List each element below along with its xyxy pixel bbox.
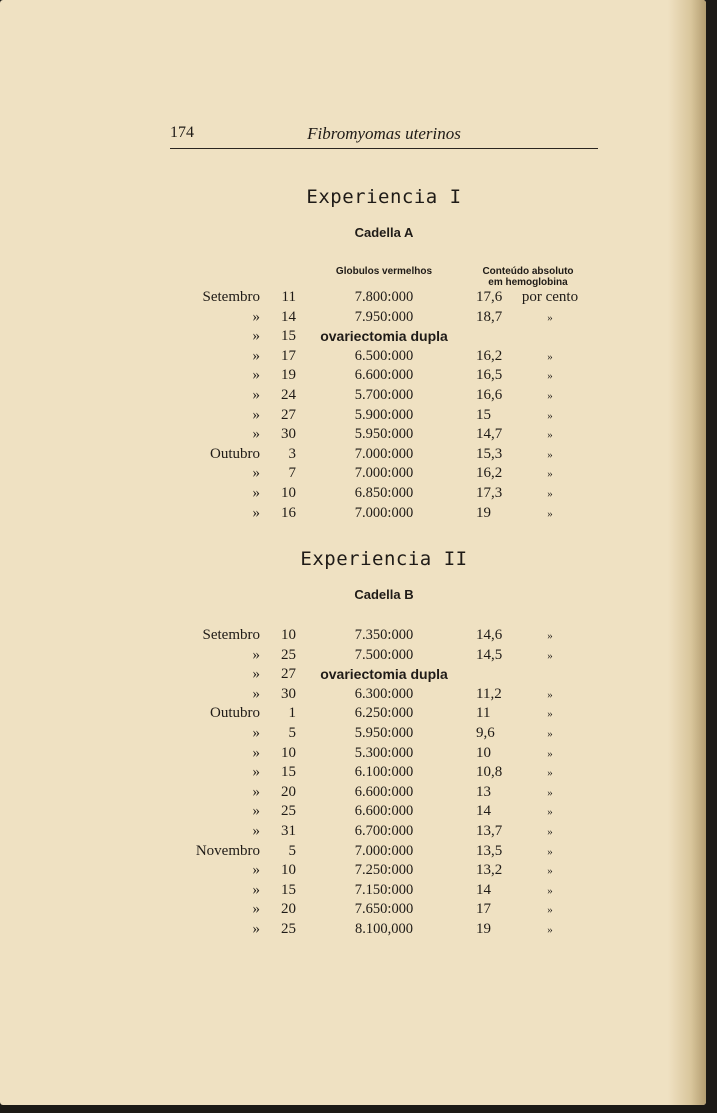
row-day: 25 <box>281 921 296 937</box>
row-month: Setembro <box>202 627 260 643</box>
row-hemoglobina: 11 <box>476 705 491 722</box>
row-hemoglobina: 13,7 <box>476 823 503 839</box>
row-month: Novembro <box>195 842 260 859</box>
row-unit: por cento <box>521 289 579 305</box>
row-unit: » <box>547 708 553 721</box>
row-month: » <box>252 921 260 937</box>
row-day: 11 <box>281 289 296 305</box>
row-unit: » <box>547 845 553 858</box>
row-day: 24 <box>281 387 296 403</box>
row-unit: » <box>547 409 553 422</box>
row-hemoglobina: 14 <box>476 803 491 820</box>
row-hemoglobina: 14 <box>476 881 491 898</box>
table-row <box>0 843 706 862</box>
row-hemoglobina: 10,8 <box>476 764 503 781</box>
row-day: 20 <box>281 901 296 918</box>
row-hemoglobina: 15,3 <box>476 445 503 462</box>
column-header-hemoglobina-line1: Conteúdo absoluto <box>482 266 574 277</box>
row-month: » <box>252 685 260 702</box>
row-month: » <box>252 646 260 663</box>
row-hemoglobina: 16,2 <box>476 465 503 482</box>
row-unit: » <box>547 767 553 780</box>
row-unit: » <box>547 311 553 324</box>
row-unit: » <box>547 747 553 760</box>
page-number: 174 <box>170 124 194 141</box>
row-month: » <box>252 465 260 482</box>
row-month: » <box>252 367 260 384</box>
table-row <box>0 921 706 940</box>
row-unit: » <box>547 786 553 799</box>
row-unit: » <box>547 390 553 402</box>
row-globulos: 7.150:000 <box>354 881 414 898</box>
experiment-2-title: Experiencia II <box>300 548 468 570</box>
row-day: 15 <box>281 881 296 898</box>
row-day: 30 <box>281 685 296 702</box>
row-day: 5 <box>288 725 296 741</box>
row-globulos: 6.700:000 <box>354 823 414 839</box>
row-hemoglobina: 10 <box>476 744 491 761</box>
table-row <box>0 387 706 406</box>
row-globulos: 7.000:000 <box>354 465 414 482</box>
row-unit: » <box>547 806 553 819</box>
row-globulos: 7.250:000 <box>354 862 414 879</box>
row-unit: » <box>547 468 553 481</box>
table-row <box>0 309 706 328</box>
row-month: Outubro <box>210 445 260 462</box>
row-unit: » <box>547 826 553 838</box>
row-unit: » <box>547 649 553 662</box>
table-row <box>0 485 706 504</box>
table-row <box>0 505 706 524</box>
row-month: » <box>252 901 260 918</box>
experiment-2-subtitle: Cadella B <box>354 587 414 602</box>
row-globulos: 5.950:000 <box>354 426 414 443</box>
row-globulos: 7.500:000 <box>354 646 414 663</box>
table-row <box>0 627 706 646</box>
column-header-globulos: Globulos vermelhos <box>335 266 433 277</box>
row-day: 10 <box>281 485 296 501</box>
row-globulos: 6.600:000 <box>354 783 414 800</box>
row-month: » <box>252 783 260 800</box>
row-day: 16 <box>281 504 296 521</box>
table-row <box>0 367 706 386</box>
row-day: 20 <box>281 783 296 800</box>
row-day: 15 <box>281 328 296 345</box>
row-month: » <box>252 823 260 839</box>
row-day: 25 <box>281 646 296 663</box>
row-globulos: 7.000:000 <box>354 842 414 859</box>
row-hemoglobina: 13 <box>476 783 491 800</box>
table-row <box>0 446 706 465</box>
row-hemoglobina: 14,5 <box>476 646 503 663</box>
row-unit: » <box>547 448 553 461</box>
row-globulos: 5.700:000 <box>354 387 414 403</box>
row-day: 27 <box>281 406 296 423</box>
row-globulos: 7.800:000 <box>354 289 414 305</box>
row-month: » <box>252 862 260 879</box>
table-row <box>0 348 706 367</box>
row-month: » <box>252 328 260 345</box>
row-month: » <box>252 504 260 521</box>
row-day: 17 <box>281 347 296 364</box>
row-hemoglobina: 14,7 <box>476 426 503 443</box>
row-globulos: 7.650:000 <box>354 901 414 918</box>
experiment-1-subtitle: Cadella A <box>354 225 414 240</box>
row-month: » <box>252 764 260 781</box>
table-row <box>0 745 706 764</box>
row-day: 27 <box>281 666 296 683</box>
row-hemoglobina: 17,3 <box>476 485 503 501</box>
row-unit: » <box>547 904 553 917</box>
row-day: 19 <box>281 367 296 384</box>
table-row <box>0 328 706 347</box>
row-month: » <box>252 387 260 403</box>
row-day: 5 <box>288 842 296 859</box>
row-hemoglobina: 13,2 <box>476 862 503 879</box>
row-globulos: 5.300:000 <box>354 744 414 761</box>
table-row <box>0 705 706 724</box>
row-month: » <box>252 744 260 761</box>
row-unit: » <box>547 688 553 701</box>
row-hemoglobina: 17 <box>476 901 491 918</box>
row-month: Setembro <box>202 289 260 305</box>
row-event: ovariectomia dupla <box>320 666 448 683</box>
table-row <box>0 407 706 426</box>
row-month: » <box>252 347 260 364</box>
row-month: » <box>252 406 260 423</box>
row-globulos: 7.350:000 <box>354 627 414 643</box>
row-day: 15 <box>281 764 296 781</box>
column-header-hemoglobina-line2: em hemoglobina <box>488 277 568 288</box>
page-header <box>170 124 598 149</box>
running-title: Fibromyomas uterinos <box>307 124 461 143</box>
row-globulos: 6.250:000 <box>354 705 414 722</box>
row-hemoglobina: 11,2 <box>476 685 502 702</box>
experiment-1-title: Experiencia I <box>306 186 462 208</box>
row-day: 30 <box>281 426 296 443</box>
row-day: 31 <box>281 823 296 839</box>
row-hemoglobina: 14,6 <box>476 627 503 643</box>
table-row <box>0 289 706 308</box>
row-globulos: 6.600:000 <box>354 803 414 820</box>
table-row <box>0 465 706 484</box>
row-unit: » <box>547 488 553 500</box>
row-hemoglobina: 16,6 <box>476 387 503 403</box>
row-globulos: 5.950:000 <box>354 725 414 741</box>
row-globulos: 5.900:000 <box>354 406 414 423</box>
row-unit: » <box>547 429 553 442</box>
row-day: 25 <box>281 803 296 820</box>
table-row <box>0 686 706 705</box>
row-month: » <box>252 666 260 683</box>
row-day: 14 <box>281 308 296 325</box>
row-globulos: 6.850:000 <box>354 485 414 501</box>
row-hemoglobina: 16,5 <box>476 367 503 384</box>
table-row <box>0 823 706 842</box>
row-hemoglobina: 19 <box>476 504 491 521</box>
row-unit: » <box>547 507 553 520</box>
row-event: ovariectomia dupla <box>320 328 448 345</box>
table-row <box>0 901 706 920</box>
row-day: 10 <box>281 862 296 879</box>
row-unit: » <box>547 728 553 740</box>
row-unit: » <box>547 865 553 878</box>
table-row <box>0 426 706 445</box>
table-row <box>0 803 706 822</box>
row-month: » <box>252 426 260 443</box>
row-unit: » <box>547 630 553 642</box>
row-globulos: 8.100,000 <box>355 921 413 937</box>
table-row <box>0 647 706 666</box>
row-month: » <box>252 725 260 741</box>
row-unit: » <box>547 370 553 383</box>
row-month: » <box>252 485 260 501</box>
row-hemoglobina: 18,7 <box>476 308 503 325</box>
row-globulos: 6.600:000 <box>354 367 414 384</box>
row-unit: » <box>547 884 553 897</box>
row-hemoglobina: 19 <box>476 921 491 937</box>
row-day: 3 <box>288 445 296 462</box>
row-month: » <box>252 881 260 898</box>
row-day: 1 <box>288 705 296 722</box>
row-globulos: 6.300:000 <box>354 685 414 702</box>
row-globulos: 7.000:000 <box>354 504 414 521</box>
row-globulos: 7.000:000 <box>354 445 414 462</box>
row-hemoglobina: 13,5 <box>476 842 503 859</box>
row-globulos: 7.950:000 <box>354 308 414 325</box>
row-hemoglobina: 17,6 <box>476 289 503 305</box>
row-hemoglobina: 9,6 <box>476 725 495 741</box>
column-header-hemoglobina <box>466 266 590 288</box>
row-day: 10 <box>281 744 296 761</box>
table-row <box>0 862 706 881</box>
row-day: 7 <box>288 465 296 482</box>
row-month: Outubro <box>210 705 260 722</box>
row-hemoglobina: 15 <box>476 406 491 423</box>
row-unit: » <box>547 350 553 363</box>
row-month: » <box>252 803 260 820</box>
table-row <box>0 784 706 803</box>
table-row <box>0 725 706 744</box>
table-row <box>0 882 706 901</box>
row-day: 10 <box>281 627 296 643</box>
row-globulos: 6.500:000 <box>354 347 414 364</box>
row-globulos: 6.100:000 <box>354 764 414 781</box>
table-row <box>0 764 706 783</box>
table-row <box>0 666 706 685</box>
row-unit: » <box>547 924 553 936</box>
row-month: » <box>252 308 260 325</box>
row-hemoglobina: 16,2 <box>476 347 503 364</box>
